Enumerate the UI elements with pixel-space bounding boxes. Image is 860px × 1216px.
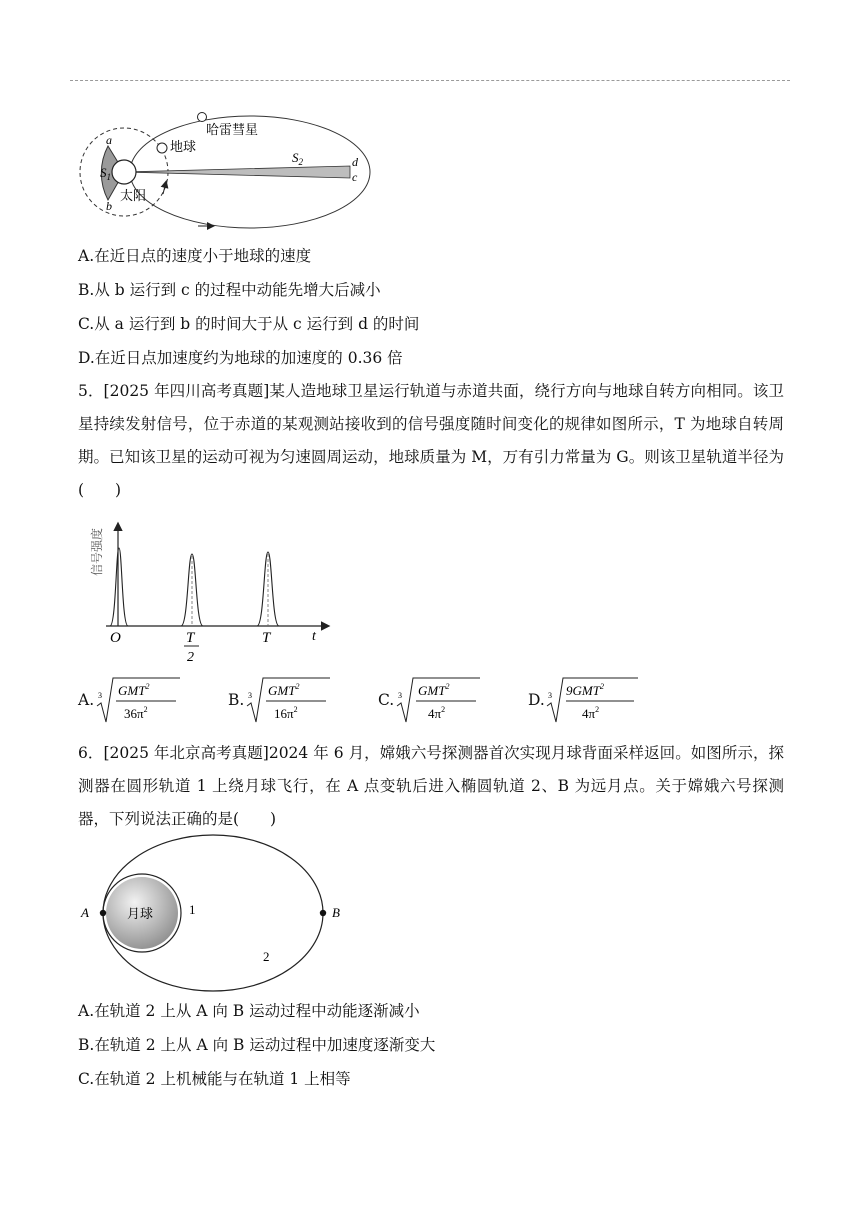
tick-half-period-numerator: T [186,630,195,646]
q6-option-b: B.在轨道 2 上从 A 向 B 运动过程中加速度逐渐变大 [78,1036,436,1054]
q4-option-c: C.从 a 运行到 b 的时间大于从 c 运行到 d 的时间 [78,315,420,333]
q5-option-c-denominator: 4π [428,706,442,721]
svg-text:36π2 [124,705,148,721]
q5-option-c-denominator-exp: 2 [441,705,446,714]
s1-subscript: 1 [106,172,111,182]
q6-option-a: A.在轨道 2 上从 A 向 B 运动过程中动能逐渐减小 [78,1002,420,1020]
svg-text:4π2 [582,705,599,721]
x-axis-label: t [312,629,316,644]
earth-label: 地球 [170,140,197,155]
q4-option-a: A.在近日点的速度小于地球的速度 [78,247,312,265]
q6-question-text: 6．[2025 年北京高考真题]2024 年 6 月，嫦娥六号探测器首次实现月球背面采样返回。如图所示，探测器在圆形轨道 1 上绕月球飞行，在 A 点变轨后进入椭圆轨道 2、B 为远月点。关于嫦娥六号探测器，下列说法正确的是( ) [78,744,784,828]
q5-option-a-denominator: 36π [124,706,144,721]
sun-label: 太阳 [120,189,147,204]
point-c-label: c [352,170,358,184]
point-a-label: A [81,905,89,920]
q5-option-d-denominator: 4π [582,706,596,721]
comet-orbit-figure [78,108,378,234]
s2-label: S [292,150,299,165]
q5-option-d-denominator-exp: 2 [595,705,600,714]
q5-option-c-root-index: 3 [398,691,402,700]
point-a-label: a [106,133,112,147]
s1-label: S [100,165,107,180]
svg-text:4π2 [428,705,445,721]
lunar-orbit-figure [70,834,360,994]
point-d-label: d [352,155,358,169]
q4-option-b: B.从 b 运行到 c 的过程中动能先增大后减小 [78,281,381,299]
q5-option-d-root-index: 3 [548,691,552,700]
orbit-2-label: 2 [263,949,270,964]
comet-label: 哈雷彗星 [206,123,259,138]
q5-option-d-numerator: 9GMT [566,683,600,698]
point-b-dot [320,910,326,916]
q5-option-c-numerator: GMT [418,683,446,698]
top-divider [70,80,790,81]
tick-origin: O [110,630,121,646]
svg-text:S2 [292,150,304,167]
point-b-label: b [106,199,112,213]
svg-text:9GMT2 [566,682,604,698]
q5-option-a-numerator: GMT [118,683,146,698]
sector-s2 [124,166,350,178]
q5-option-a-label: A. [78,691,95,709]
svg-text:GMT2 [418,682,449,698]
s2-subscript: 2 [298,157,303,167]
q5-question-text: 5．[2025 年四川高考真题]某人造地球卫星运行轨道与赤道共面，绕行方向与地球自转方向相同。该卫星持续发射信号，位于赤道的某观测站接收到的信号强度随时间变化的规律如图所示，T 为地球自转周期。已知该卫星的运动可视为匀速圆周运动，地球质量为 M，万有引力常量为 G。则该卫星轨道半径为( ) [78,382,784,499]
y-axis-label: 信号强度 [90,528,104,577]
earth [157,143,167,153]
q5-option-c-numerator-exp: 2 [445,682,450,691]
q5-option-d-numerator-exp: 2 [599,682,604,691]
earth-direction-arrow [163,182,166,194]
point-b-label: B [332,905,340,920]
tick-half-period-denominator: 2 [187,650,194,665]
signal-peak-2 [181,554,203,626]
signal-strength-figure [88,518,338,666]
svg-text:16π2 [274,705,298,721]
q5-option-b-denominator-exp: 2 [293,705,298,714]
svg-text:GMT2 [268,682,299,698]
point-a-dot [100,910,106,916]
q5-option-b-root-index: 3 [248,691,252,700]
tick-period: T [262,630,271,646]
q5-option-b-denominator: 16π [274,706,294,721]
q5-option-b-label: B. [228,691,245,709]
svg-text:GMT2 [118,682,149,698]
signal-peak-1 [110,548,128,626]
q6-option-c: C.在轨道 2 上机械能与在轨道 1 上相等 [78,1070,351,1088]
orbit-1-label: 1 [189,902,196,917]
q5-option-a-root-index: 3 [98,691,102,700]
q5-option-a-numerator-exp: 2 [145,682,150,691]
q5-option-b-numerator: GMT [268,683,296,698]
q5-option-b-numerator-exp: 2 [295,682,300,691]
q5-option-d-label: D. [528,691,545,709]
halley-comet [198,113,207,122]
q5-option-a-denominator-exp: 2 [143,705,148,714]
sun [112,160,136,184]
moon-label: 月球 [127,907,154,922]
q5-option-c-label: C. [378,691,395,709]
q4-option-d: D.在近日点加速度约为地球的加速度的 0.36 倍 [78,349,403,367]
